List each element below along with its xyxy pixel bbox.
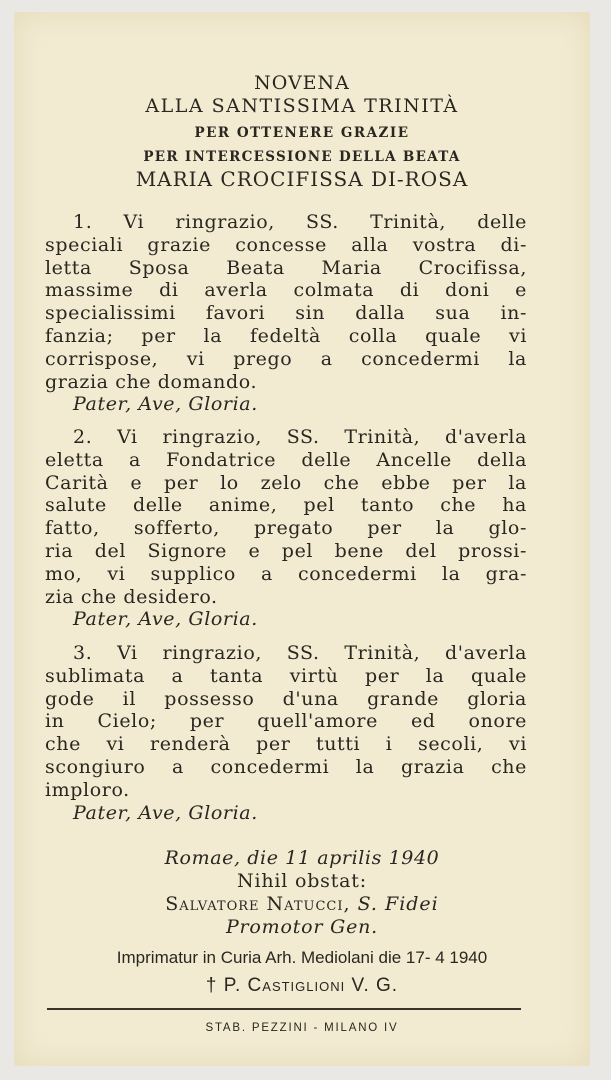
prayer-line: fanzia; per la fedeltà colla quale vi bbox=[45, 324, 527, 347]
prayer-line: 3. Vi ringrazio, SS. Trinità, d'averla bbox=[73, 642, 527, 664]
prayer-paragraph-2 bbox=[45, 426, 527, 631]
prayer-line: in Cielo; per quell'amore ed onore bbox=[45, 710, 527, 733]
intercession-line: PER INTERCESSIONE DELLA BEATA bbox=[143, 149, 461, 165]
prayer-line: salute delle anime, pel tanto che ha bbox=[45, 494, 527, 517]
prayer-line: gode il possesso d'una grande gloria bbox=[45, 687, 527, 710]
prayer-closing: Pater, Ave, Gloria. bbox=[73, 608, 258, 631]
prayer-closing: Pater, Ave, Gloria. bbox=[73, 393, 258, 416]
prayer-line: che vi renderà per tutti i secoli, vi bbox=[45, 733, 527, 756]
prayer-line: grazia che domando. bbox=[45, 370, 258, 393]
prayer-line: ria del Signore e pel bene del prossi- bbox=[45, 539, 527, 562]
purpose-line: PER OTTENERE GRAZIE bbox=[194, 125, 410, 141]
prayer-line: Carità e per lo zelo che ebbe per la bbox=[45, 471, 527, 494]
holy-card bbox=[14, 12, 590, 1066]
censor-title: S. Fidei bbox=[357, 893, 439, 915]
prayer-line: speciali grazie concesse alla vostra di- bbox=[45, 233, 527, 256]
prayer-line: scongiuro a concedermi la grazia che bbox=[45, 755, 527, 778]
imprimatur: Imprimatur in Curia Arh. Mediolani die 17- 4 1940 bbox=[116, 948, 488, 967]
title: NOVENA bbox=[254, 72, 350, 94]
subtitle: ALLA SANTISSIMA TRINITÀ bbox=[145, 95, 459, 117]
censor-name: Salvatore Natucci, bbox=[165, 893, 351, 915]
prayer-line: specialissimi favori sin dalla sua in- bbox=[45, 302, 527, 325]
printer: STAB. PEZZINI - MILANO IV bbox=[205, 1022, 399, 1034]
prayer-line: imploro. bbox=[45, 778, 130, 801]
censor bbox=[14, 893, 590, 915]
prayer-line: fatto, sofferto, pregato per la glo- bbox=[45, 517, 527, 540]
prayer-line: zia che desidero. bbox=[45, 585, 218, 608]
prayer-line: sublimata a tanta virtù per la quale bbox=[45, 664, 527, 687]
prayer-line: massime di averla colmata di doni e bbox=[45, 279, 527, 302]
prayer-closing: Pater, Ave, Gloria. bbox=[73, 801, 258, 824]
promotor: Promotor Gen. bbox=[225, 916, 379, 938]
prayer-line: corrispose, vi prego a concedermi la bbox=[45, 347, 527, 370]
prayer-line: eletta a Fondatrice delle Ancelle della bbox=[45, 448, 527, 471]
nihil-obstat: Nihil obstat: bbox=[237, 870, 367, 892]
beata-name: MARIA CROCIFISSA DI-ROSA bbox=[135, 167, 469, 191]
prayer-line: mo, vi supplico a concedermi la gra- bbox=[45, 562, 527, 585]
divider bbox=[47, 1008, 521, 1010]
prayer-line: 1. Vi ringrazio, SS. Trinità, delle bbox=[73, 211, 527, 233]
prayer-line: 2. Vi ringrazio, SS. Trinità, d'averla bbox=[73, 426, 527, 448]
prayer-paragraph-1 bbox=[45, 211, 527, 416]
prayer-paragraph-3 bbox=[45, 642, 527, 824]
place-date: Romae, die 11 aprilis 1940 bbox=[164, 847, 440, 869]
signer: † P. Castiglioni V. G. bbox=[205, 975, 399, 996]
prayer-line: letta Sposa Beata Maria Crocifissa, bbox=[45, 256, 527, 279]
